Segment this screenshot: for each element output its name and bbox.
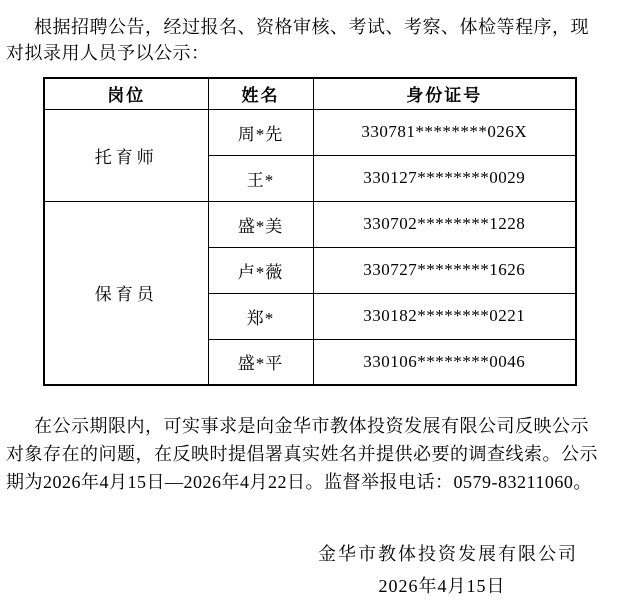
position-cell: 保育员 [44, 201, 208, 385]
id-cell: 330702********1228 [313, 201, 576, 247]
signature-block [318, 541, 578, 598]
id-cell: 330127********0029 [313, 155, 576, 201]
id-cell: 330182********0221 [313, 293, 576, 339]
name-cell: 盛*美 [208, 201, 313, 247]
table-row [44, 201, 576, 247]
name-cell: 盛*平 [208, 339, 313, 385]
header-id-number: 身份证号 [313, 78, 576, 109]
header-position: 岗位 [44, 78, 208, 109]
candidates-table [43, 77, 577, 386]
id-cell: 330727********1626 [313, 247, 576, 293]
signature-organization: 金华市教体投资发展有限公司 [318, 544, 578, 564]
name-cell: 周*先 [208, 109, 313, 155]
signature-date: 2026年4月15日 [378, 576, 506, 596]
name-cell: 王* [208, 155, 313, 201]
intro-paragraph [6, 14, 635, 66]
notice-line-1: 在公示期限内，可实事求是向金华市教体投资发展有限公司反映公示 [34, 416, 589, 436]
intro-line-2: 对拟录用人员予以公示： [6, 43, 210, 63]
name-cell: 郑* [208, 293, 313, 339]
id-cell: 330781********026X [313, 109, 576, 155]
table-row [44, 109, 576, 155]
notice-line-3: 期为2026年4月15日—2026年4月22日。监督举报电话：0579-83211060。 [6, 472, 592, 492]
intro-line-1: 根据招聘公告，经过报名、资格审核、考试、考察、体检等程序，现 [34, 17, 589, 37]
name-cell: 卢*薇 [208, 247, 313, 293]
table-header-row [44, 78, 576, 109]
position-cell: 托育师 [44, 109, 208, 201]
header-name: 姓名 [208, 78, 313, 109]
notice-paragraph [6, 412, 635, 496]
notice-line-2: 对象存在的问题，在反映时提倡署真实姓名并提供必要的调查线索。公示 [6, 444, 598, 464]
id-cell: 330106********0046 [313, 339, 576, 385]
